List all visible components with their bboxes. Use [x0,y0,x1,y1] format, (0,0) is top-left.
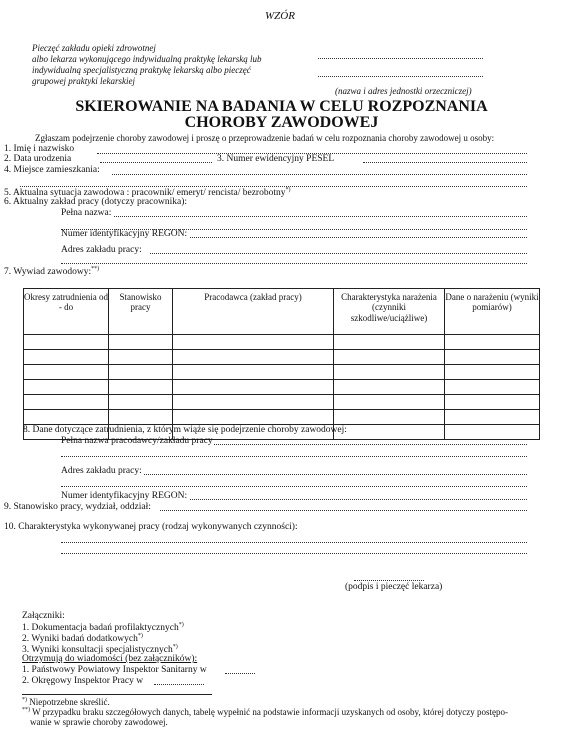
field-suspected-employer-label: Pełna nazwa pracodawcy/zakładu pracy [61,436,213,446]
table-cell[interactable] [109,395,173,410]
recipient-city-input[interactable] [225,673,255,674]
table-cell[interactable] [445,350,540,365]
table-cell[interactable] [24,380,109,395]
document-title-line2: CHOROBY ZAWODOWEJ [184,114,379,131]
field-address-label: 4. Miejsce zamieszkania: [4,165,100,175]
table-cell[interactable] [173,395,334,410]
table-cell[interactable] [109,380,173,395]
field-employer-address-input[interactable] [150,253,527,254]
field-suspected-regon-input[interactable] [190,499,527,500]
wzor-label: WZÓR [265,10,295,22]
table-cell[interactable] [334,395,445,410]
footnote-divider [22,694,212,695]
recipient-item: 2. Okręgowy Inspektor Pracy w [22,676,144,686]
table-cell[interactable] [445,365,540,380]
field-position-label: 9. Stanowisko pracy, wydział, oddział: [4,502,151,512]
field-history-label: 7. Wywiad zawodowy:**) [4,266,100,278]
stamp-line: Pieczęć zakładu opieki zdrowotnej [32,43,156,53]
field-employer-label: 6. Aktualny zakład pracy (dotyczy pracownika): [4,197,188,207]
recipient-item: 1. Państwowy Powiatowy Inspektor Sanitarny w [22,665,207,675]
table-cell[interactable] [109,335,173,350]
column-header: Stanowisko pracy [109,289,173,335]
signature-dotline[interactable] [354,580,424,581]
table-row [24,350,540,365]
table-cell[interactable] [334,425,445,440]
field-suspected-employment-label: 8. Dane dotyczące zatrudnienia, z którym wiąże się podejrzenie choroby zawodowej: [23,425,347,435]
table-cell[interactable] [24,395,109,410]
table-header-row [24,289,540,335]
field-suspected-employer-input[interactable] [214,444,527,445]
field-employer-regon-input[interactable] [190,237,527,238]
footnote-continued: wanie w sprawie choroby zawodowej. [30,717,168,727]
table-cell[interactable] [24,365,109,380]
table-cell[interactable] [24,350,109,365]
stamp-line: indywidualną specjalistyczną praktykę lekarską albo pieczęć [32,65,251,75]
stamp-line: grupowej praktyki lekarskiej [32,76,135,86]
orzecznik-dotline [318,58,483,59]
field-name-label: 1. Imię i nazwisko [4,144,75,154]
table-cell[interactable] [334,380,445,395]
attachments-title: Załączniki: [22,611,65,621]
recipients-title: Otrzymują do wiadomości (bez załączników): [22,654,198,664]
intro-text: Zgłaszam podejrzenie choroby zawodowej i proszę o przeprowadzenie badań w celu rozpoznania choroby zawodowej u osoby: [35,133,495,143]
field-pesel-input[interactable] [363,162,527,163]
table-cell[interactable] [445,380,540,395]
column-header: Dane o narażeniu (wyniki pomiarów) [445,289,540,335]
table-row [24,395,540,410]
field-address-input[interactable] [112,174,527,175]
field-pesel-label: 3. Numer ewidencyjny PESEL [217,154,335,164]
table-cell[interactable] [334,335,445,350]
table-cell[interactable] [109,350,173,365]
field-suspected-regon-label: Numer identyfikacyjny REGON: [61,491,188,501]
field-work-description-input-2[interactable] [61,553,527,554]
field-birthdate-input[interactable] [100,162,212,163]
field-status-label: 5. Aktualna sytuacja zawodowa : pracownik/ emeryt/ rencista/ bezrobotny*) [4,187,291,199]
footnote: **) W przypadku braku szczegółowych danych, tabelę wypełnić na podstawie informacji uzyskanych od osoby, której dotyczy postępo- [22,707,508,717]
table-row [24,365,540,380]
table-cell[interactable] [173,365,334,380]
table-cell[interactable] [173,380,334,395]
field-work-description-input[interactable] [61,542,527,543]
table-cell[interactable] [173,410,334,425]
field-suspected-address-label: Adres zakładu pracy: [61,466,142,476]
orzecznik-label: (nazwa i adres jednostki orzeczniczej) [335,86,472,96]
field-suspected-address-input-2[interactable] [61,486,527,487]
table-cell[interactable] [445,410,540,425]
column-header: Pracodawca (zakład pracy) [173,289,334,335]
table-cell[interactable] [173,350,334,365]
table-row [24,380,540,395]
field-suspected-employer-input-2[interactable] [61,456,527,457]
stamp-line: albo lekarza wykonującego indywidualną praktykę lekarską lub [32,54,262,64]
attachment-item: 1. Dokumentacja badań profilaktycznych*) [22,622,184,634]
table-cell[interactable] [173,335,334,350]
footnote: *) Niepotrzebne skreślić. [22,697,110,707]
table-cell[interactable] [334,410,445,425]
document-title: SKIEROWANIE NA BADANIA W CELU ROZPOZNANIA [75,98,488,115]
field-employer-name-label: Pełna nazwa: [61,208,112,218]
field-suspected-address-input[interactable] [144,474,527,475]
work-history-table [23,288,540,440]
table-cell[interactable] [445,335,540,350]
field-birthdate-label: 2. Data urodzenia [4,154,72,164]
recipient-city-input[interactable] [154,684,204,685]
field-employer-address-input-2[interactable] [61,263,527,264]
table-cell[interactable] [445,395,540,410]
table-row [24,335,540,350]
field-position-input[interactable] [160,510,527,511]
column-header: Okresy zatrudnienia od - do [24,289,109,335]
table-cell[interactable] [334,350,445,365]
table-cell[interactable] [24,410,109,425]
field-work-description-label: 10. Charakterystyka wykonywanej pracy (rodzaj wykonywanych czynności): [4,522,298,532]
orzecznik-dotline [318,76,483,77]
attachment-item: 3. Wyniki konsultacji specjalistycznych*) [22,644,178,656]
table-cell[interactable] [445,425,540,440]
table-cell[interactable] [24,335,109,350]
field-employer-name-input[interactable] [114,216,527,217]
table-row [24,410,540,425]
field-employer-address-label: Adres zakładu pracy: [61,245,142,255]
table-cell[interactable] [334,365,445,380]
column-header: Charakterystyka narażenia (czynniki szkodliwe/uciążliwe) [334,289,445,335]
attachment-item: 2. Wyniki badań dodatkowych*) [22,633,143,645]
signature-label: (podpis i pieczęć lekarza) [345,582,443,592]
table-cell[interactable] [109,410,173,425]
table-cell[interactable] [109,365,173,380]
field-employer-regon-label: Numer identyfikacyjny REGON: [61,229,188,239]
stamp-block [32,43,261,87]
